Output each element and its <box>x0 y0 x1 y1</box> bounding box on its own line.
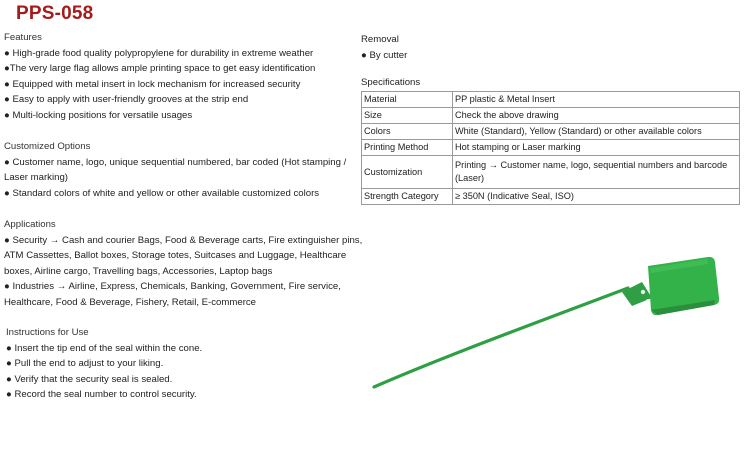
spec-key: Material <box>362 92 453 108</box>
removal-item: ● By cutter <box>361 49 408 61</box>
customized-options-heading: Customized Options <box>4 141 91 152</box>
customized-options-section <box>4 139 346 201</box>
applications-section <box>4 217 362 311</box>
spec-value: Printing → Customer name, logo, sequential numbers and barcode (Laser) <box>453 156 740 189</box>
specifications-heading: Specifications <box>361 77 421 88</box>
instruction-item: ● Verify that the security seal is sealed. <box>6 373 173 385</box>
spec-key: Customization <box>362 156 453 189</box>
feature-item: ● Easy to apply with user-friendly grooves at the strip end <box>4 94 249 106</box>
instructions-section <box>6 325 202 403</box>
instruction-item: ● Insert the tip end of the seal within the cone. <box>6 342 203 354</box>
application-item: ATM Cassettes, Ballot boxes, Storage totes, Suitcases and Luggage, Healthcare <box>4 250 347 262</box>
removal-section <box>361 32 407 63</box>
spec-row <box>362 124 740 140</box>
seal-strip <box>374 288 628 387</box>
custom-item: ● Standard colors of white and yellow or other available customized colors <box>4 187 320 199</box>
security-seal-image <box>360 240 740 400</box>
spec-key: Size <box>362 108 453 124</box>
spec-value: ≥ 350N (Indicative Seal, ISO) <box>453 189 740 205</box>
spec-key: Strength Category <box>362 189 453 205</box>
application-item: ● Industries → Airline, Express, Chemicals, Banking, Government, Fire service, <box>4 281 341 293</box>
spec-row <box>362 92 740 108</box>
spec-value: Check the above drawing <box>453 108 740 124</box>
spec-value: Hot stamping or Laser marking <box>453 140 740 156</box>
instruction-item: ● Pull the end to adjust to your liking. <box>6 358 164 370</box>
spec-row <box>362 189 740 205</box>
custom-item: Laser marking) <box>4 172 68 184</box>
application-item: Healthcare, Food & Beverage, Fishery, Retail, E-commerce <box>4 296 257 308</box>
spec-row <box>362 156 740 189</box>
feature-item: ● Multi-locking positions for versatile usages <box>4 109 193 121</box>
applications-heading: Applications <box>4 219 56 230</box>
feature-item: ●The very large flag allows ample printing space to get easy identification <box>4 63 316 75</box>
feature-item: ● High-grade food quality polypropylene for durability in extreme weather <box>4 47 314 59</box>
application-item: boxes, Airline cargo, Travelling bags, Accessories, Laptop bags <box>4 265 273 277</box>
spec-value: PP plastic & Metal Insert <box>453 92 740 108</box>
features-section <box>4 30 315 124</box>
spec-row <box>362 140 740 156</box>
spec-row <box>362 108 740 124</box>
features-heading: Features <box>4 32 42 43</box>
removal-heading: Removal <box>361 34 399 45</box>
instructions-heading: Instructions for Use <box>6 327 89 338</box>
spec-value: White (Standard), Yellow (Standard) or other available colors <box>453 124 740 140</box>
seal-lock-hole <box>641 290 645 294</box>
feature-item: ● Equipped with metal insert in lock mechanism for increased security <box>4 78 301 90</box>
application-item: ● Security → Cash and courier Bags, Food & Beverage carts, Fire extinguisher pins, <box>4 234 363 246</box>
product-title: PPS-058 <box>16 3 94 24</box>
spec-key: Printing Method <box>362 140 453 156</box>
spec-key: Colors <box>362 124 453 140</box>
seal-lock-hole <box>646 299 650 303</box>
custom-item: ● Customer name, logo, unique sequential numbered, bar coded (Hot stamping / <box>4 156 347 168</box>
specifications-table <box>361 91 740 205</box>
instruction-item: ● Record the seal number to control security. <box>6 389 197 401</box>
